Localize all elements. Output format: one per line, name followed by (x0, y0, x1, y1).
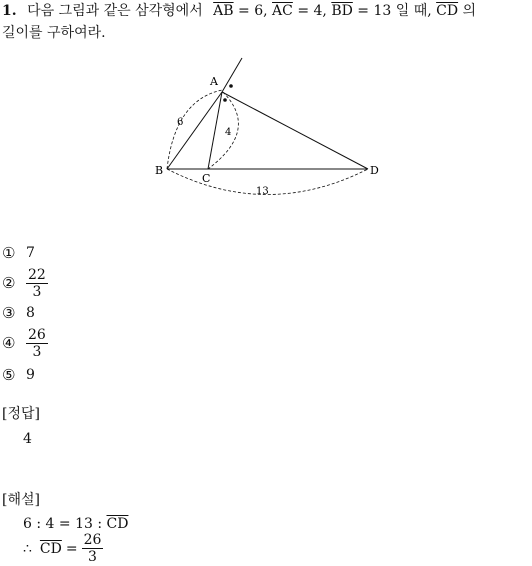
option-1-symbol: ① (2, 244, 16, 262)
segment-ac: $\overline{AC}$ (272, 3, 293, 19)
option-4[interactable] (2, 325, 48, 361)
segment-cd: $\overline{CD}$ (436, 3, 459, 19)
option-3-value: 8 (26, 305, 35, 321)
option-5-symbol: ⑤ (2, 366, 16, 384)
therefore-symbol: ∴ (23, 540, 32, 557)
option-4-fraction: $\frac{26}{3}$ (28, 326, 46, 360)
label-b: B (155, 164, 164, 177)
option-3[interactable] (2, 302, 35, 324)
angle-dot-inner (223, 98, 227, 102)
option-4-symbol: ④ (2, 334, 16, 352)
answer-value: 4 (23, 431, 32, 447)
label-len-ac: 4 (225, 127, 232, 138)
triangle-figure (150, 55, 390, 200)
question-line2: 길이를 구하여라. (2, 25, 106, 41)
result-fraction: $\frac{26}{3}$ (83, 532, 102, 565)
option-2-fraction: $\frac{22}{3}$ (28, 266, 46, 300)
angle-dot-outer (229, 84, 233, 88)
segment-bd: $\overline{BD}$ (331, 3, 353, 19)
label-a: A (210, 75, 218, 88)
option-1-value: 7 (26, 245, 35, 261)
segment-ac-line (208, 92, 222, 169)
option-2-symbol: ② (2, 274, 16, 292)
label-len-bd: 13 (256, 186, 269, 197)
option-5[interactable] (2, 364, 35, 386)
explanation-line1: 6 : 4 = 13 : $\overline{CD}$ (23, 516, 129, 532)
arc-ac (208, 92, 238, 169)
option-3-symbol: ③ (2, 304, 16, 322)
segment-cd-result: $\overline{CD}$ (39, 540, 62, 557)
explanation-heading: [해설] (2, 492, 40, 508)
segment-ab: $\overline{AB}$ (213, 3, 234, 19)
option-2[interactable] (2, 265, 48, 301)
side-ad (222, 92, 368, 169)
explanation-line2: ∴ $\overline{CD}$ = $\frac{26}{3}$ (23, 532, 102, 565)
segment-cd-expl: $\overline{CD}$ (106, 516, 129, 532)
label-d: D (370, 164, 379, 177)
question-number: 1. (2, 3, 17, 19)
option-5-value: 9 (26, 367, 35, 383)
option-1[interactable] (2, 242, 35, 264)
label-c: C (202, 172, 211, 185)
answer-heading: [정답] (2, 406, 40, 422)
question-text: 1. 다음 그림과 같은 삼각형에서 $\overline{AB} = 6$, $\overline{AC} = 4$, $\overline{BD} = 13$ 일 때, $\overline{CD}$ 의 (2, 3, 477, 19)
label-len-ab: 6 (177, 117, 184, 128)
